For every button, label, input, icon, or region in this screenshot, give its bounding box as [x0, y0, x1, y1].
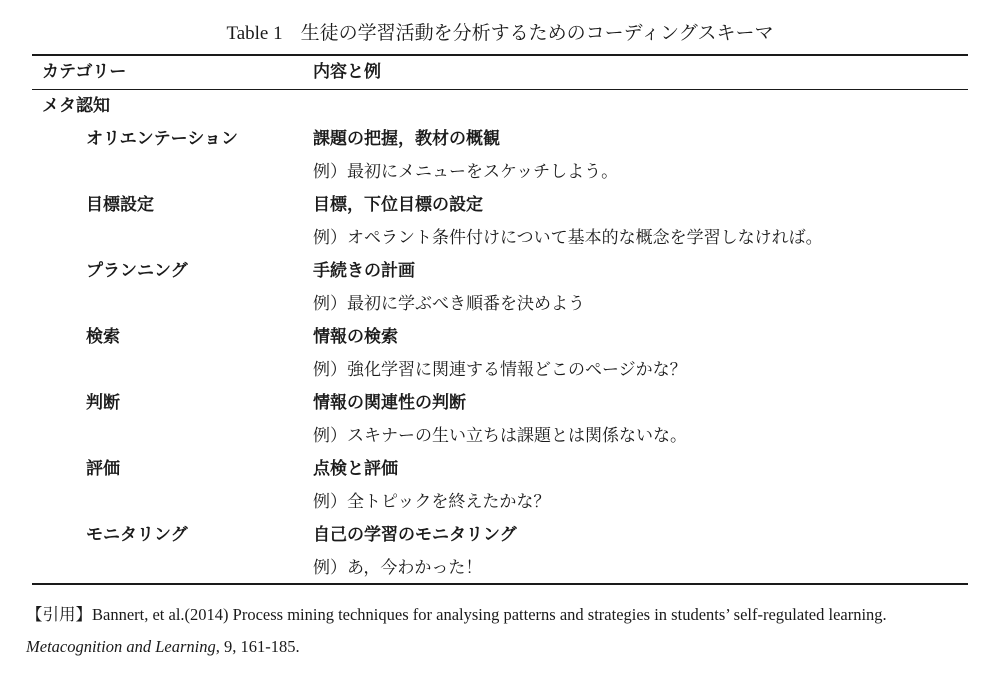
table-row-example — [0, 486, 1000, 519]
table-row-example — [0, 288, 1000, 321]
row-content: 自己の学習のモニタリング — [313, 525, 517, 545]
table-row — [0, 519, 1000, 552]
table-row-example — [0, 156, 1000, 189]
table-row — [0, 387, 1000, 420]
row-category: 検索 — [86, 327, 120, 347]
table-row-example — [0, 552, 1000, 585]
row-category: 評価 — [86, 459, 120, 479]
citation-label: 【引用】 — [26, 605, 92, 624]
citation-volume-pages: , 9, 161-185. — [215, 637, 300, 656]
row-content: 課題の把握，教材の概観 — [313, 129, 500, 149]
table-row-example — [0, 354, 1000, 387]
row-example: 例）スキナーの生い立ちは課題とは関係ないな。 — [313, 426, 687, 446]
group-row — [0, 90, 1000, 123]
row-example: 例）最初にメニューをスケッチしよう。 — [313, 162, 619, 182]
table-row — [0, 255, 1000, 288]
row-category: オリエンテーション — [86, 129, 238, 149]
group-label: メタ認知 — [42, 96, 110, 116]
row-example: 例）強化学習に関連する情報どこのページかな？ — [313, 360, 687, 380]
citation-text: Bannert, et al.(2014) Process mining techniques for analysing patterns and strategies in students’ self-regulated learning. — [92, 605, 887, 624]
row-category: 目標設定 — [86, 195, 154, 215]
table-row — [0, 321, 1000, 354]
row-category: 判断 — [86, 393, 120, 413]
citation-journal: Metacognition and Learning — [26, 637, 216, 656]
table-title: 生徒の学習活動を分析するためのコーディングスキーマ — [300, 23, 774, 44]
table-header-row — [0, 56, 1000, 89]
row-example: 例）全トピックを終えたかな？ — [313, 492, 551, 512]
row-category: モニタリング — [86, 525, 188, 545]
header-category: カテゴリー — [42, 62, 127, 82]
row-content: 手続きの計画 — [313, 261, 415, 281]
table-row — [0, 453, 1000, 486]
citation — [26, 599, 976, 663]
table-number: Table 1 — [226, 23, 283, 44]
row-example: 例）最初に学ぶべき順番を決めよう — [313, 294, 585, 314]
row-category: プランニング — [86, 261, 188, 281]
table-row-example — [0, 222, 1000, 255]
header-content: 内容と例 — [313, 62, 381, 82]
row-example: 例）あ，今わかった！ — [313, 558, 483, 578]
row-content: 情報の関連性の判断 — [313, 393, 466, 413]
table-row — [0, 189, 1000, 222]
bottom-rule — [32, 583, 968, 585]
table-row — [0, 123, 1000, 156]
row-content: 情報の検索 — [313, 327, 398, 347]
row-example: 例）オペラント条件付けについて基本的な概念を学習しなければ。 — [313, 228, 823, 248]
table-caption — [0, 18, 1000, 45]
row-content: 目標，下位目標の設定 — [313, 195, 483, 215]
table-row-example — [0, 420, 1000, 453]
row-content: 点検と評価 — [313, 459, 398, 479]
